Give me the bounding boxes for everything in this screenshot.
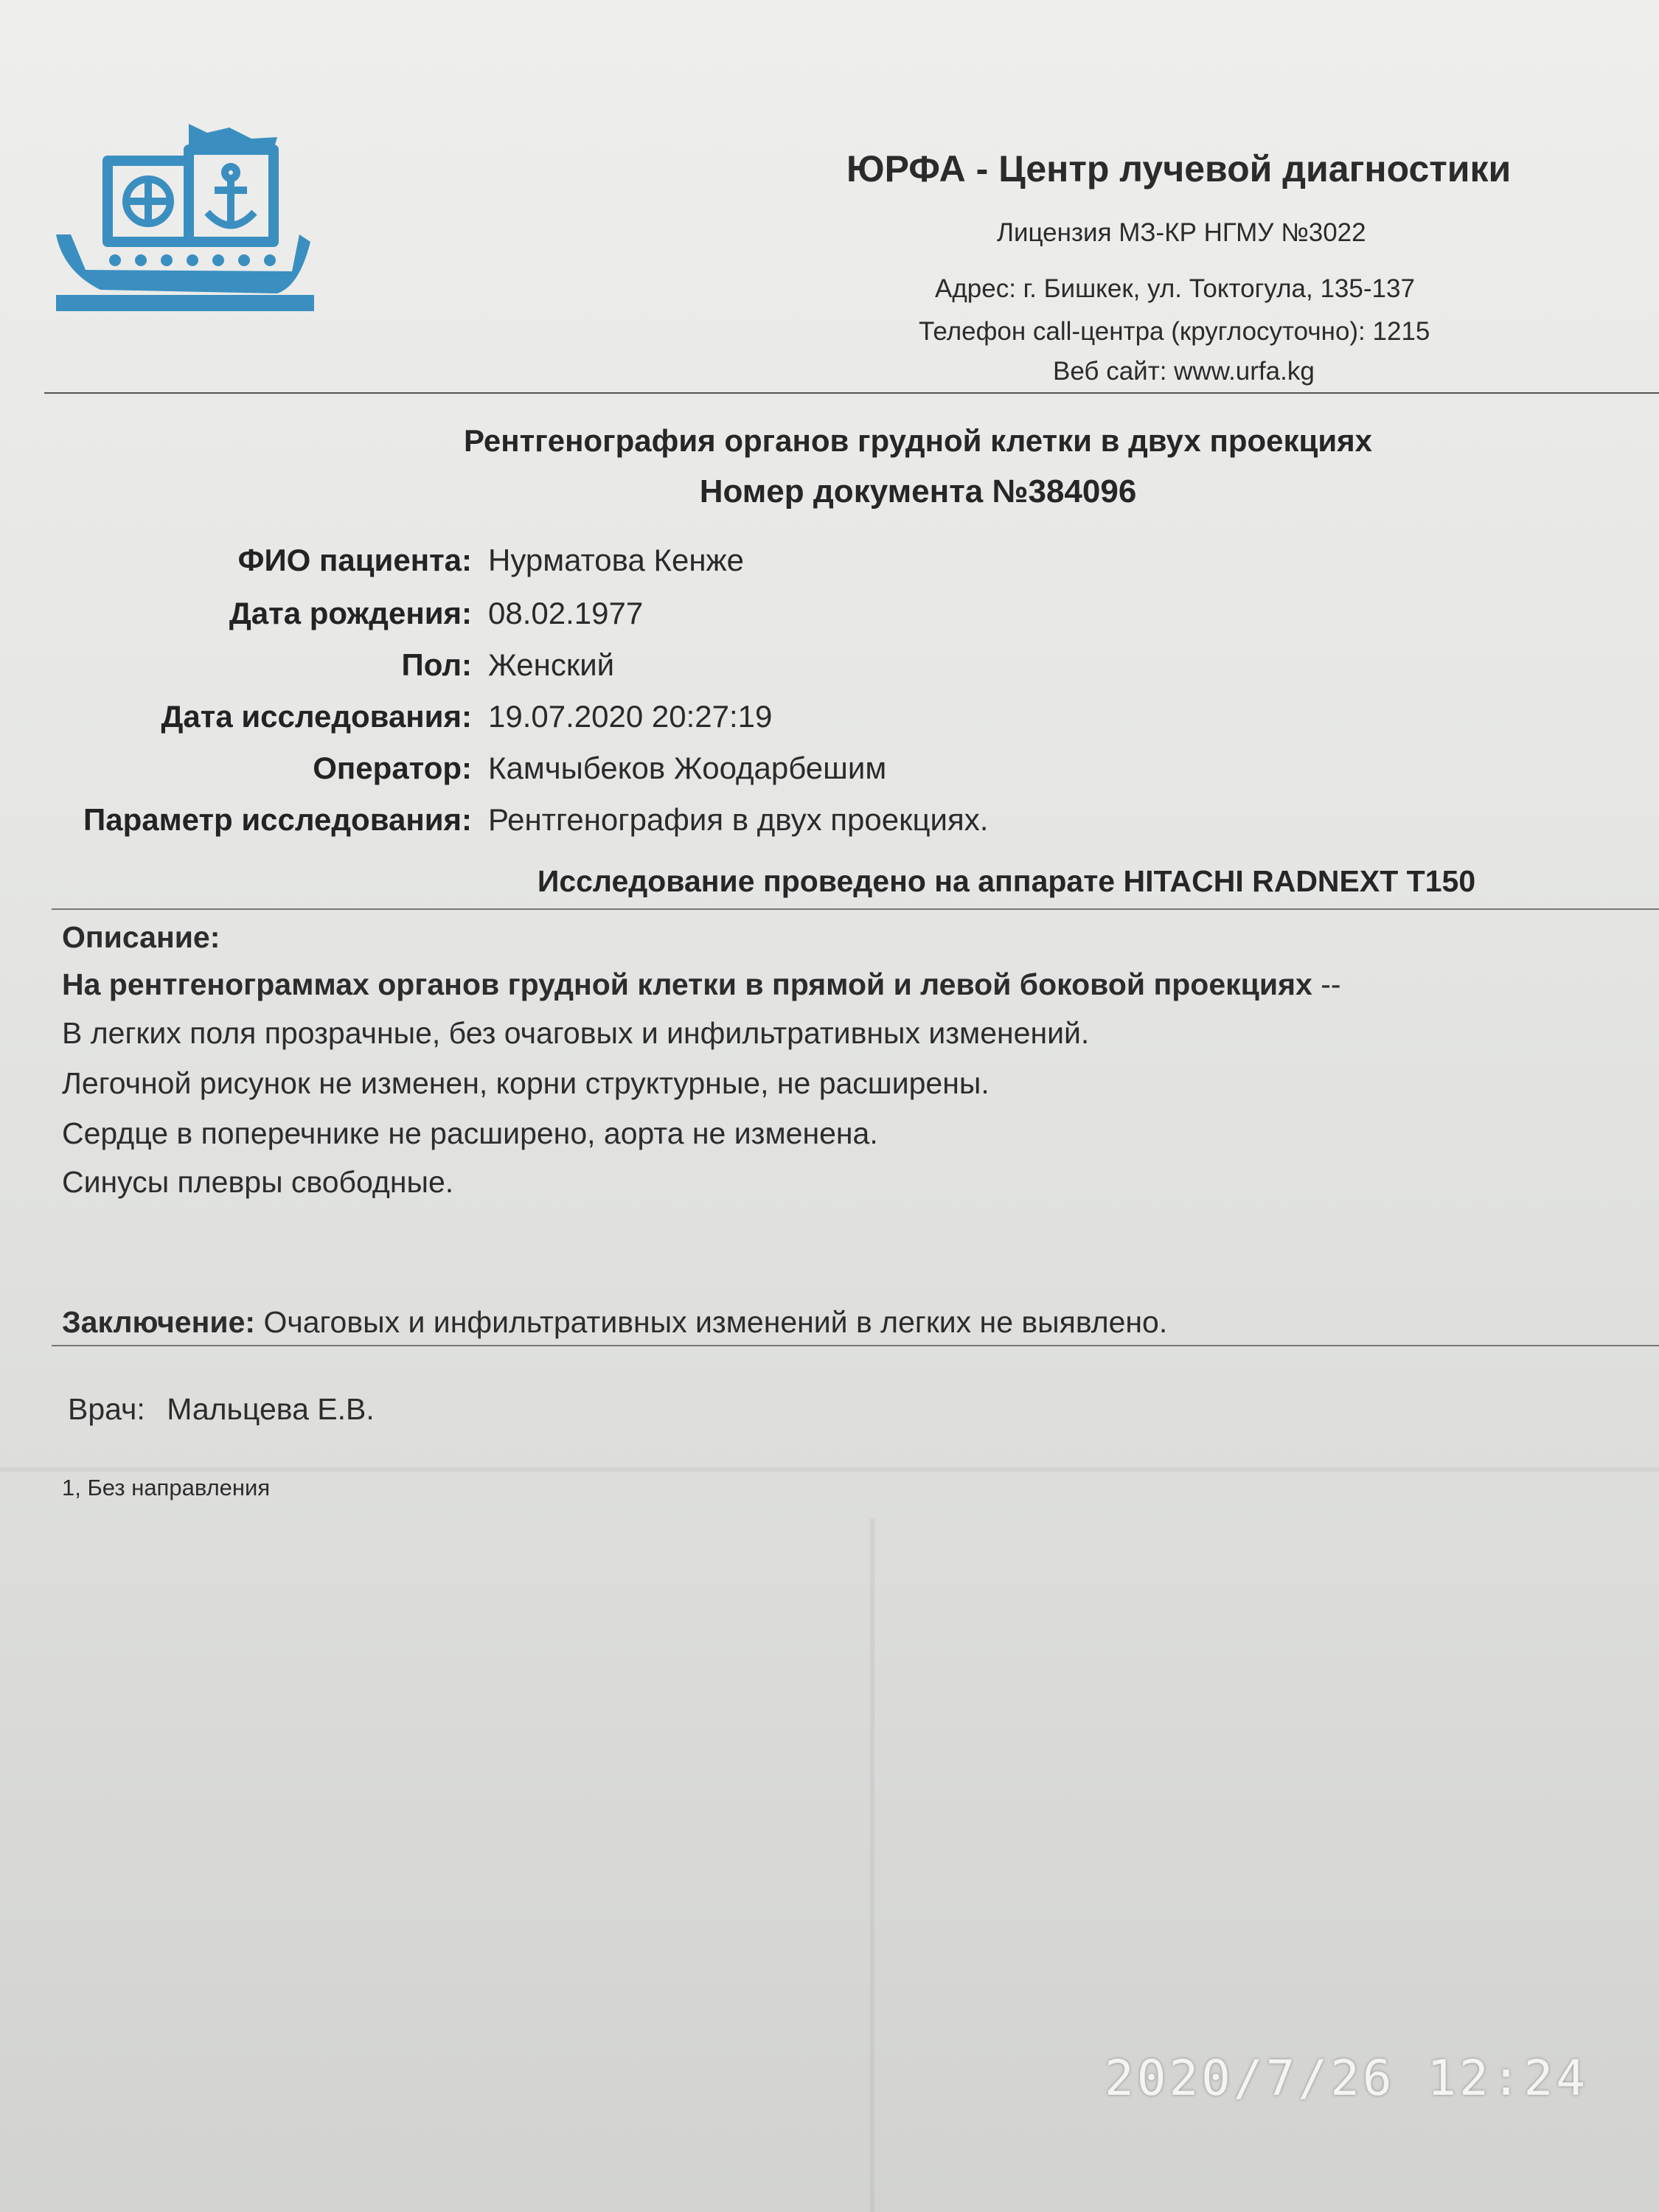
- sex-value: Женский: [488, 647, 615, 682]
- study-parameter-value: Рентгенография в двух проекциях.: [488, 802, 989, 837]
- study-parameter-label: Параметр исследования:: [83, 802, 472, 837]
- photo-timestamp: 2020/7/26 12:24: [1104, 2050, 1588, 2107]
- website-text: Веб сайт: www.urfa.kg: [1053, 357, 1315, 386]
- patient-name-label: ФИО пациента:: [237, 543, 472, 577]
- birth-date-label: Дата рождения:: [229, 596, 472, 630]
- patient-name-value: Нурматова Кенже: [488, 543, 744, 577]
- study-date-label: Дата исследования:: [161, 699, 472, 734]
- operator-value: Камчыбеков Жоодарбешим: [488, 751, 887, 785]
- description-line: Сердце в поперечнике не расширено, аорта не изменена.: [62, 1116, 878, 1150]
- description-line: В легких поля прозрачные, без очаговых и инфильтративных изменений.: [62, 1016, 1090, 1050]
- conclusion-text: Очаговых и инфильтративных изменений в легких не выявлено.: [263, 1305, 1168, 1339]
- org-name: ЮРФА - Центр лучевой диагностики: [846, 148, 1512, 189]
- paper-crease: [0, 1467, 1659, 1472]
- doctor-signature-line: [68, 1392, 375, 1427]
- operator-label: Оператор:: [313, 751, 472, 785]
- doctor-label: Врач:: [68, 1392, 145, 1426]
- ship-logo-icon: [56, 124, 336, 317]
- doctor-name: Мальцева Е.В.: [167, 1392, 375, 1426]
- phone-text: Телефон call-центра (круглосуточно): 1215: [919, 317, 1430, 346]
- address-text: Адрес: г. Бишкек, ул. Токтогула, 135-137: [935, 274, 1415, 303]
- description-lead-text: На рентгенограммах органов грудной клетки в прямой и левой боковой проекциях: [62, 967, 1312, 1001]
- paper-crease: [870, 1519, 874, 2212]
- description-line: Легочной рисунок не изменен, корни структурные, не расширены.: [62, 1066, 990, 1100]
- header-divider: [44, 392, 1659, 394]
- conclusion: [62, 1305, 1167, 1340]
- description-lead-dash: --: [1321, 967, 1341, 1001]
- equipment-note: Исследование проведено на аппарате HITACHI RADNEXT T150: [537, 864, 1476, 898]
- license-text: Лицензия МЗ-КР НГМУ №3022: [997, 218, 1366, 247]
- report-title: Рентгенография органов грудной клетки в двух проекциях: [463, 423, 1373, 458]
- conclusion-label: Заключение:: [62, 1305, 256, 1339]
- description-lead: [62, 967, 1341, 1002]
- birth-date-value: 08.02.1977: [488, 596, 644, 630]
- conclusion-divider: [52, 1345, 1659, 1346]
- description-line: Синусы плевры свободные.: [62, 1165, 454, 1199]
- referral-note: 1, Без направления: [62, 1475, 271, 1500]
- equipment-divider: [52, 908, 1659, 910]
- description-heading: Описание:: [62, 920, 220, 954]
- study-date-value: 19.07.2020 20:27:19: [488, 699, 773, 734]
- document-number: Номер документа №384096: [699, 473, 1137, 509]
- sex-label: Пол:: [401, 647, 472, 682]
